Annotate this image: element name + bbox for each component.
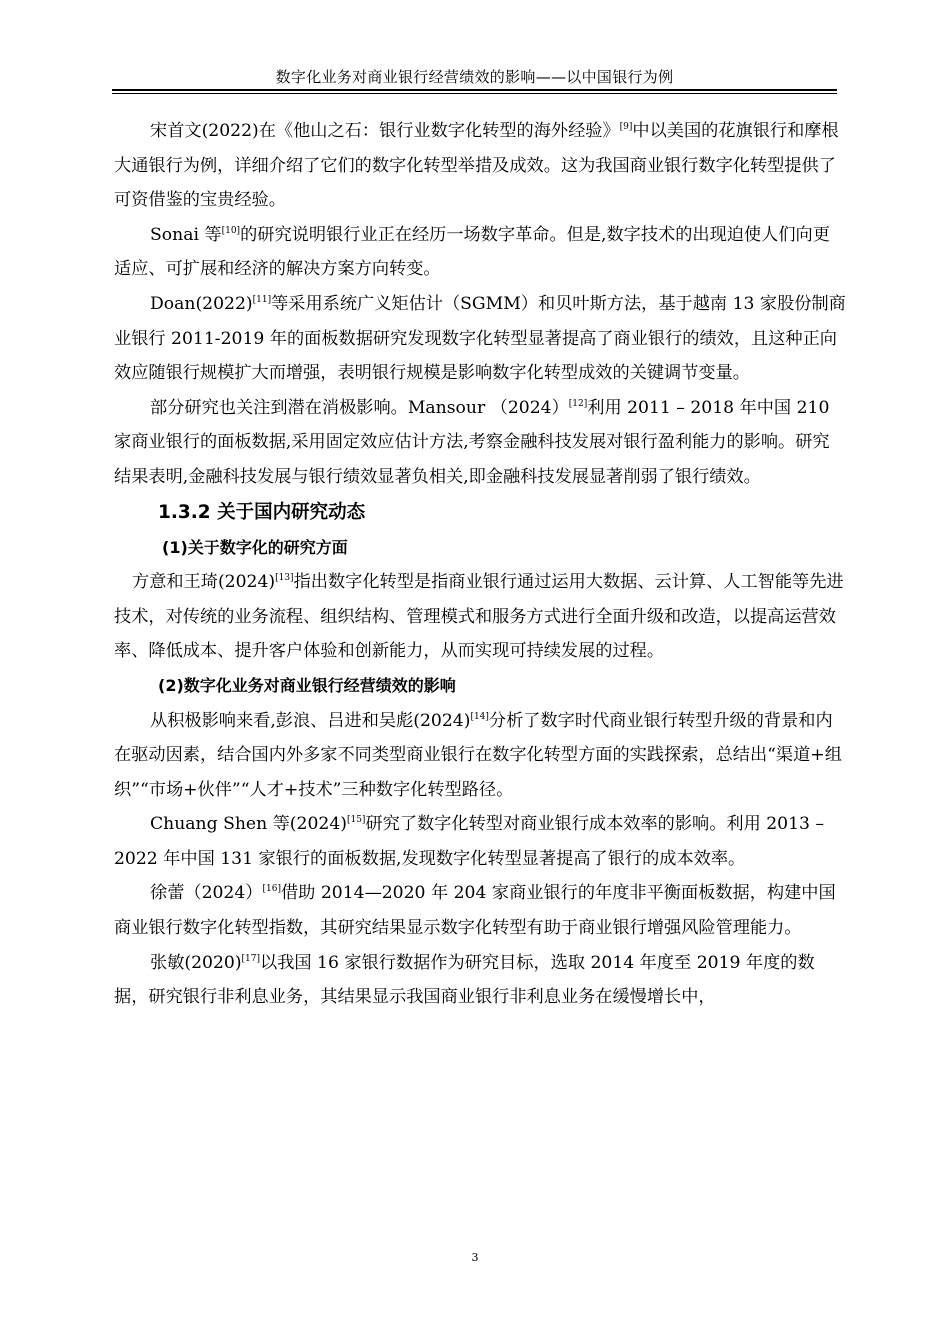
- header-rule-thin: [112, 93, 837, 94]
- citation: [12]: [568, 398, 588, 409]
- page-number: 3: [471, 1251, 479, 1264]
- body-paragraph: 方意和王琦(2024)[13]指出数字化转型是指商业银行通过运用大数据、云计算、人工智能等先进技术，对传统的业务流程、组织结构、管理模式和服务方式进行全面升级和改造，以提高运营效率、降低成本、提升客户体验和创新能力，从而实现可持续发展的过程。: [114, 572, 844, 662]
- body-paragraph: 部分研究也关注到潜在消极影响。Mansour （2024）[12]利用 2011 – 2018 年中国 210 家商业银行的面板数据,采用固定效应估计方法,考察金融科技发展对银行盈利能力的影响。研究结果表明,金融科技发展与银行绩效显著负相关,即金融科技发展显著削弱了银行绩效。: [114, 397, 830, 487]
- body-paragraph: Sonai 等[10]的研究说明银行业正在经历一场数字革命。但是,数字技术的出现迫使人们向更适应、可扩展和经济的解决方案方向转变。: [114, 224, 830, 280]
- citation: [9]: [619, 122, 633, 132]
- body-paragraph: 从积极影响来看,彭浪、吕进和吴彪(2024)[14]分析了数字时代商业银行转型升级的背景和内在驱动因素，结合国内外多家不同类型商业银行在数字化转型方面的实践探索，总结出“渠道+组织”“市场+伙伴”“人才+技术”三种数字化转型路径。: [114, 710, 842, 800]
- citation: [15]: [346, 815, 366, 826]
- subsection-heading: (2)数字化业务对商业银行经营绩效的影响: [158, 675, 456, 695]
- body-paragraph: 张敏(2020)[17]以我国 16 家银行数据作为研究目标，选取 2014 年度至 2019 年度的数据，研究银行非利息业务，其结果显示我国商业银行非利息业务在缓慢增长中，: [114, 952, 815, 1008]
- subsection-heading: (1)关于数字化的研究方面: [162, 537, 348, 557]
- citation: [16]: [262, 884, 281, 895]
- section-heading: 1.3.2 关于国内研究动态: [158, 501, 366, 523]
- citation: [10]: [221, 225, 241, 236]
- body-paragraph: Chuang Shen 等(2024)[15]研究了数字化转型对商业银行成本效率的影响。利用 2013 – 2022 年中国 131 家银行的面板数据,发现数字化转型显著提高了银行的成本效率。: [114, 814, 825, 869]
- page-body: [114, 114, 846, 1015]
- citation: [14]: [470, 711, 489, 722]
- body-paragraph: 宋首文(2022)在《他山之石：银行业数字化转型的海外经验》[9]中以美国的花旗银行和摩根大通银行为例，详细介绍了它们的数字化转型举措及成效。这为我国商业银行数字化转型提供了可资借鉴的宝贵经验。: [114, 121, 839, 211]
- body-paragraph: 徐蕾（2024）[16]借助 2014—2020 年 204 家商业银行的年度非平衡面板数据，构建中国商业银行数字化转型指数，其研究结果显示数字化转型有助于商业银行增强风险管理能力。: [114, 883, 836, 939]
- citation: [17]: [241, 953, 261, 964]
- citation: [11]: [252, 294, 272, 305]
- running-header: 数字化业务对商业银行经营绩效的影响——以中国银行为例: [275, 68, 674, 86]
- header-rule-thick: [112, 89, 837, 91]
- body-paragraph: Doan(2022)[11]等采用系统广义矩估计（SGMM）和贝叶斯方法，基于越南 13 家股份制商业银行 2011-2019 年的面板数据研究发现数字化转型显著提高了商业银行的绩效，且这种正向效应随银行规模扩大而增强，表明银行规模是影响数字化转型成效的关键调节变量。: [114, 293, 846, 384]
- citation: [13]: [275, 573, 294, 584]
